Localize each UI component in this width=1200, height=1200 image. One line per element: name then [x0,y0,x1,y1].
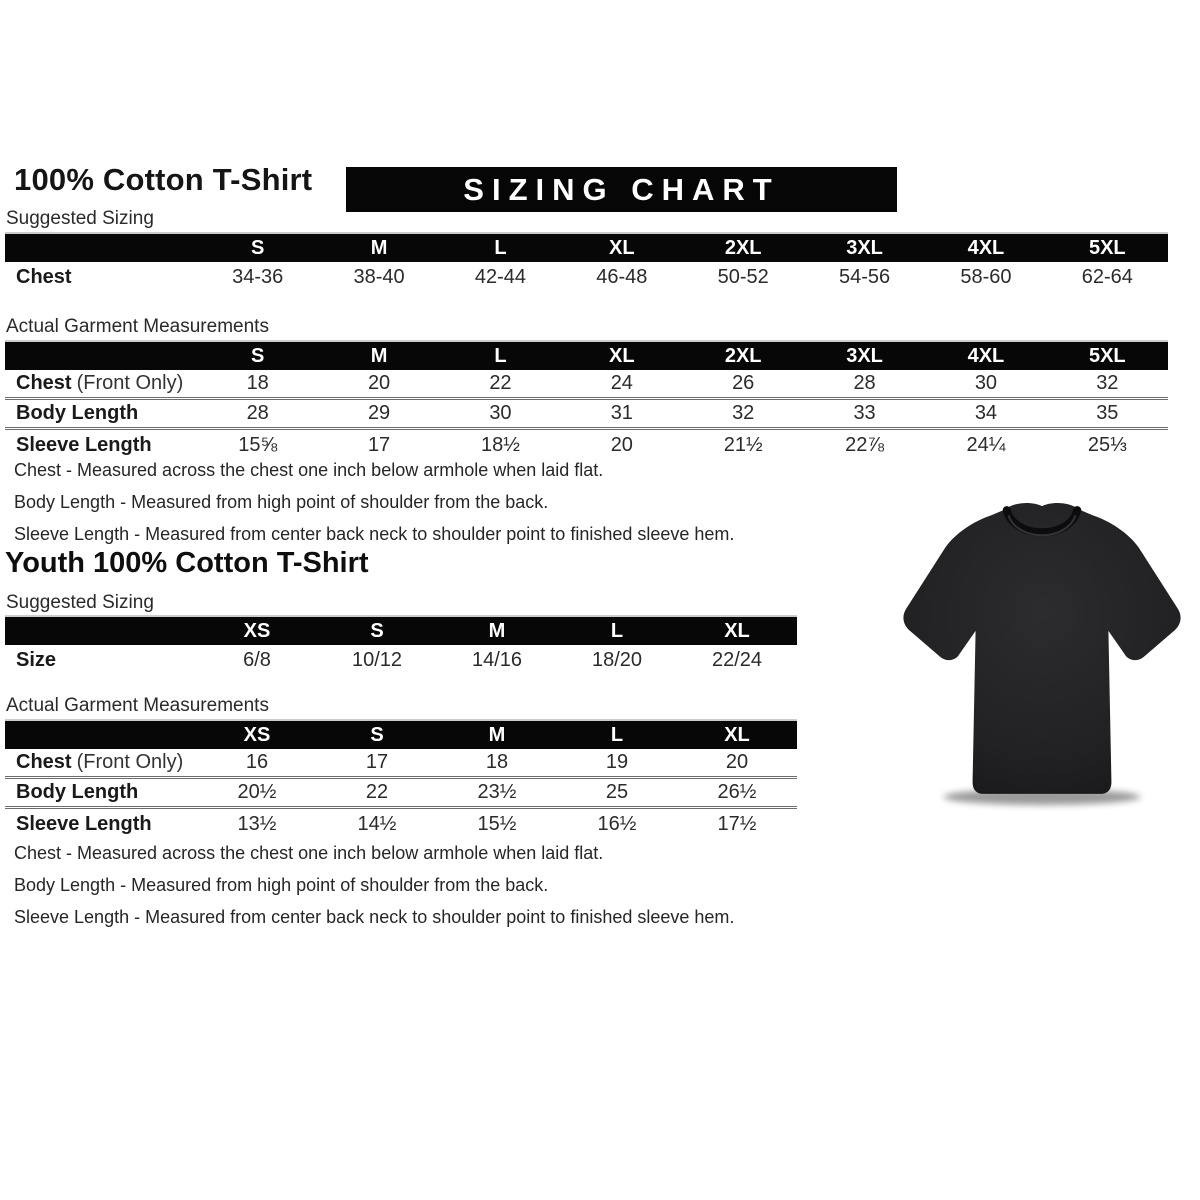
value-cell: 34 [974,402,998,424]
youth-suggested-sizing-table [5,615,797,675]
value-cell: 15⅝ [238,433,278,456]
value-cell: 18 [246,372,269,394]
header-cell: L [610,619,624,642]
value-cell: 25⅓ [1087,433,1127,456]
row-label: Chest [16,265,72,288]
table-row-sleeve-length [5,430,1168,460]
value-cell: 22 [365,781,389,803]
header-cell: XL [609,236,635,259]
value-cell: 30 [974,372,998,394]
value-cell: 31 [610,402,633,424]
header-cell: M [488,723,506,746]
header-cell-blank [5,721,197,749]
note-line: Chest - Measured across the chest one inch below armhole when laid flat. [14,460,604,480]
table-row-chest [5,749,797,779]
header-cell: S [370,619,384,642]
value-cell: 35 [1096,402,1119,424]
value-cell: 28 [853,372,876,394]
value-cell: 26½ [717,781,757,803]
header-cell-blank [5,234,197,262]
header-cell: S [370,723,384,746]
value-cell: 30 [489,402,512,424]
header-cell: M [488,619,506,642]
value-cell: 23½ [477,781,517,803]
header-cell: XL [609,344,635,367]
header-cell: XS [243,723,271,746]
header-cell: 2XL [724,344,762,367]
value-cell: 16½ [597,812,637,835]
row-label: Size [16,648,57,671]
row-label: Chest (Front Only) [16,372,184,394]
value-cell: 32 [1096,372,1119,394]
value-cell: 32 [732,402,755,424]
value-cell: 16 [245,751,269,773]
black-tshirt-image [888,490,1196,812]
note-line: Sleeve Length - Measured from center back neck to shoulder point to finished sleeve hem. [14,907,735,927]
measurement-notes-youth [14,843,734,939]
header-cell: M [370,236,388,259]
header-cell: 5XL [1088,236,1126,259]
header-cell: XL [724,619,750,642]
header-cell-blank [5,342,197,370]
value-cell: 17 [367,433,391,456]
header-cell: 4XL [967,236,1005,259]
value-cell: 20 [610,433,633,456]
row-label: Sleeve Length [16,812,152,835]
suggested-sizing-label-youth: Suggested Sizing [6,592,154,613]
value-cell: 50-52 [717,265,769,288]
adult-actual-measurements-table [5,340,1168,460]
note-line: Sleeve Length - Measured from center back neck to shoulder point to finished sleeve hem. [14,524,735,544]
value-cell: 42-44 [474,265,527,288]
value-cell: 38-40 [353,265,405,288]
header-cell: L [610,723,624,746]
value-cell: 10/12 [351,648,403,671]
value-cell: 62-64 [1081,265,1133,288]
row-label: Sleeve Length [16,433,152,456]
table-header-row [5,232,1168,262]
adult-suggested-sizing-table [5,232,1168,292]
value-cell: 18/20 [591,648,643,671]
value-cell: 14/16 [471,648,523,671]
table-row-size [5,645,797,675]
row-label: Body Length [16,781,139,803]
value-cell: 20 [367,372,391,394]
value-cell: 19 [605,751,629,773]
value-cell: 33 [853,402,876,424]
header-cell: L [494,344,507,367]
table-row-body-length [5,400,1168,430]
table-row-sleeve-length [5,809,797,839]
row-label: Chest (Front Only) [16,751,184,773]
table-row-body-length [5,779,797,809]
value-cell: 28 [246,402,269,424]
header-cell: L [494,236,507,259]
header-cell: S [251,344,265,367]
youth-actual-measurements-table [5,719,797,839]
value-cell: 58-60 [960,265,1012,288]
header-cell: XL [724,723,750,746]
value-cell: 21½ [723,433,763,456]
value-cell: 17 [365,751,389,773]
note-line: Body Length - Measured from high point of shoulder from the back. [14,492,549,512]
value-cell: 26 [732,372,755,394]
value-cell: 22/24 [711,648,763,671]
table-header-row [5,615,797,645]
value-cell: 15½ [477,812,517,835]
header-cell: XS [243,619,271,642]
header-cell: 2XL [724,236,762,259]
table-row-chest [5,370,1168,400]
actual-measurements-label-youth: Actual Garment Measurements [6,695,269,716]
value-cell: 14½ [357,812,397,835]
header-cell: M [370,344,388,367]
value-cell: 22 [489,372,512,394]
header-cell: 4XL [967,344,1005,367]
table-row-chest [5,262,1168,292]
value-cell: 6/8 [243,648,271,671]
value-cell: 34-36 [232,265,284,288]
header-cell: 3XL [846,344,883,367]
value-cell: 54-56 [838,265,891,288]
row-label: Body Length [16,402,139,424]
header-cell: 5XL [1088,344,1126,367]
value-cell: 20 [725,751,749,773]
header-cell: S [251,236,265,259]
value-cell: 24 [610,372,633,394]
page-title: 100% Cotton T-Shirt [14,162,313,197]
value-cell: 18 [485,751,509,773]
value-cell: 29 [367,402,391,424]
value-cell: 24¼ [966,433,1006,456]
value-cell: 18½ [480,433,520,456]
value-cell: 22⅞ [845,433,885,456]
note-line: Body Length - Measured from high point of shoulder from the back. [14,875,549,895]
sizing-chart-banner: SIZING CHART [346,167,897,212]
value-cell: 20½ [237,781,277,803]
table-header-row [5,340,1168,370]
tshirt-body [903,503,1180,794]
table-header-row [5,719,797,749]
value-cell: 25 [605,781,629,803]
value-cell: 46-48 [596,265,648,288]
actual-measurements-label-adult: Actual Garment Measurements [6,316,269,337]
value-cell: 17½ [717,812,757,835]
note-line: Chest - Measured across the chest one inch below armhole when laid flat. [14,843,604,863]
header-cell-blank [5,617,197,645]
value-cell: 13½ [237,812,277,835]
measurement-notes-adult [14,460,734,556]
header-cell: 3XL [846,236,883,259]
suggested-sizing-label-adult: Suggested Sizing [6,208,154,229]
youth-section-title: Youth 100% Cotton T-Shirt [5,547,369,579]
